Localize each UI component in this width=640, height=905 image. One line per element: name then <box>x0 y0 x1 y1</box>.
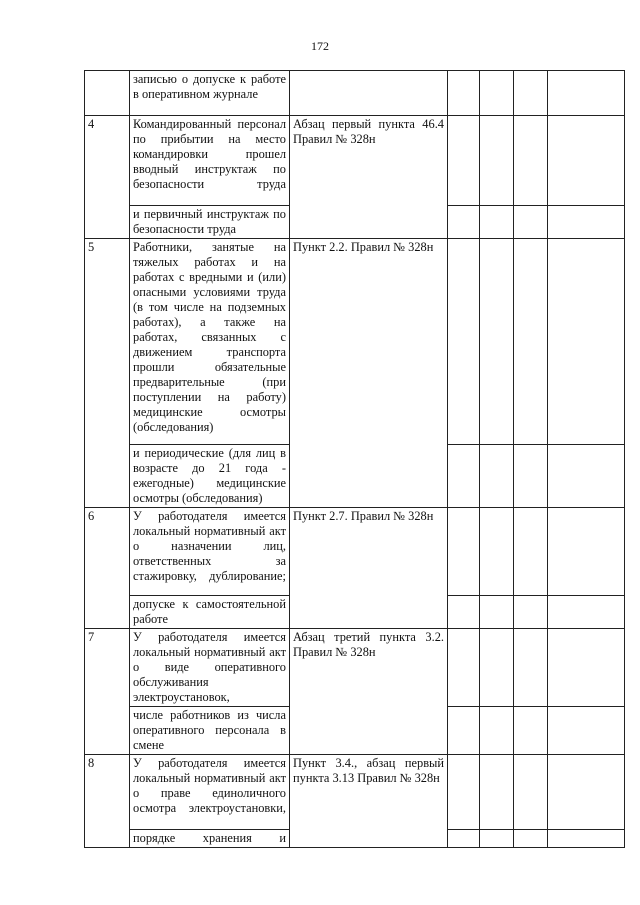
answer-cell <box>480 629 514 707</box>
row-number-cell: 5 <box>85 239 130 508</box>
answer-cell <box>448 755 480 830</box>
requirement-text: У работодателя имеется локальный нормативный акт о праве единоличного осмотра электроустановки, <box>130 755 290 830</box>
answer-cell <box>514 445 548 508</box>
answer-cell <box>480 830 514 848</box>
requirement-text: и периодические (для лиц в возрасте до 21 года - ежегодные) медицинские осмотры (обследования) <box>130 445 290 508</box>
answer-cell <box>448 239 480 445</box>
notes-cell <box>548 116 625 206</box>
table-row <box>85 116 625 206</box>
notes-cell <box>548 596 625 629</box>
requirement-text: У работодателя имеется локальный нормативный акт о виде оперативного обслуживания электроустановок, <box>130 629 290 707</box>
answer-cell <box>514 239 548 445</box>
reference-cell: Абзац первый пункта 46.4 Правил № 328н <box>290 116 448 239</box>
table-row <box>85 71 625 116</box>
row-number-cell: 7 <box>85 629 130 755</box>
answer-cell <box>448 629 480 707</box>
notes-cell <box>548 445 625 508</box>
answer-cell <box>480 508 514 596</box>
page-number: 172 <box>311 39 329 53</box>
notes-cell <box>548 71 625 116</box>
answer-cell <box>448 596 480 629</box>
answer-cell <box>514 755 548 830</box>
notes-cell <box>548 707 625 755</box>
answer-cell <box>514 596 548 629</box>
requirement-text: Командированный персонал по прибытии на место командировки прошел вводный инструктаж по безопасности труда <box>130 116 290 206</box>
notes-cell <box>548 629 625 707</box>
reference-cell: Пункт 2.7. Правил № 328н <box>290 508 448 629</box>
answer-cell <box>480 71 514 116</box>
answer-cell <box>480 239 514 445</box>
requirement-text: У работодателя имеется локальный нормативный акт о назначении лиц, ответственных за стажировку, дублирование; <box>130 508 290 596</box>
answer-cell <box>480 445 514 508</box>
answer-cell <box>480 206 514 239</box>
answer-cell <box>514 116 548 206</box>
notes-cell <box>548 508 625 596</box>
reference-cell: Пункт 2.2. Правил № 328н <box>290 239 448 508</box>
answer-cell <box>514 629 548 707</box>
answer-cell <box>514 707 548 755</box>
answer-cell <box>448 508 480 596</box>
requirement-text: записью о допуске к работе в оперативном журнале <box>130 71 290 116</box>
answer-cell <box>480 707 514 755</box>
answer-cell <box>448 71 480 116</box>
table-row <box>85 629 625 707</box>
requirement-text: Работники, занятые на тяжелых работах и на работах с вредными и (или) опасными условиями труда (в том числе на подземных работах), а также на работах, связанных с движением транспорта прошли обязательные предварительные (при поступлении на работу) медицинские осмотры (обследования) <box>130 239 290 445</box>
reference-cell <box>290 71 448 116</box>
answer-cell <box>448 445 480 508</box>
reference-cell: Абзац третий пункта 3.2. Правил № 328н <box>290 629 448 755</box>
answer-cell <box>480 116 514 206</box>
answer-cell <box>514 508 548 596</box>
answer-cell <box>514 206 548 239</box>
answer-cell <box>448 206 480 239</box>
row-number-cell: 8 <box>85 755 130 848</box>
answer-cell <box>514 71 548 116</box>
requirements-table <box>84 70 625 848</box>
answer-cell <box>448 830 480 848</box>
row-number-cell: 6 <box>85 508 130 629</box>
answer-cell <box>448 707 480 755</box>
reference-cell: Пункт 3.4., абзац первый пункта 3.13 Правил № 328н <box>290 755 448 848</box>
notes-cell <box>548 206 625 239</box>
requirement-text: порядке хранения и <box>130 830 290 848</box>
row-number-cell: 4 <box>85 116 130 239</box>
requirement-text: допуске к самостоятельной работе <box>130 596 290 629</box>
answer-cell <box>514 830 548 848</box>
answer-cell <box>480 755 514 830</box>
table-row <box>85 239 625 445</box>
table-row <box>85 508 625 596</box>
answer-cell <box>480 596 514 629</box>
requirement-text: числе работников из числа оперативного персонала в смене <box>130 707 290 755</box>
table-row <box>85 755 625 830</box>
notes-cell <box>548 755 625 830</box>
row-number-cell <box>85 71 130 116</box>
notes-cell <box>548 239 625 445</box>
answer-cell <box>448 116 480 206</box>
requirement-text: и первичный инструктаж по безопасности труда <box>130 206 290 239</box>
notes-cell <box>548 830 625 848</box>
